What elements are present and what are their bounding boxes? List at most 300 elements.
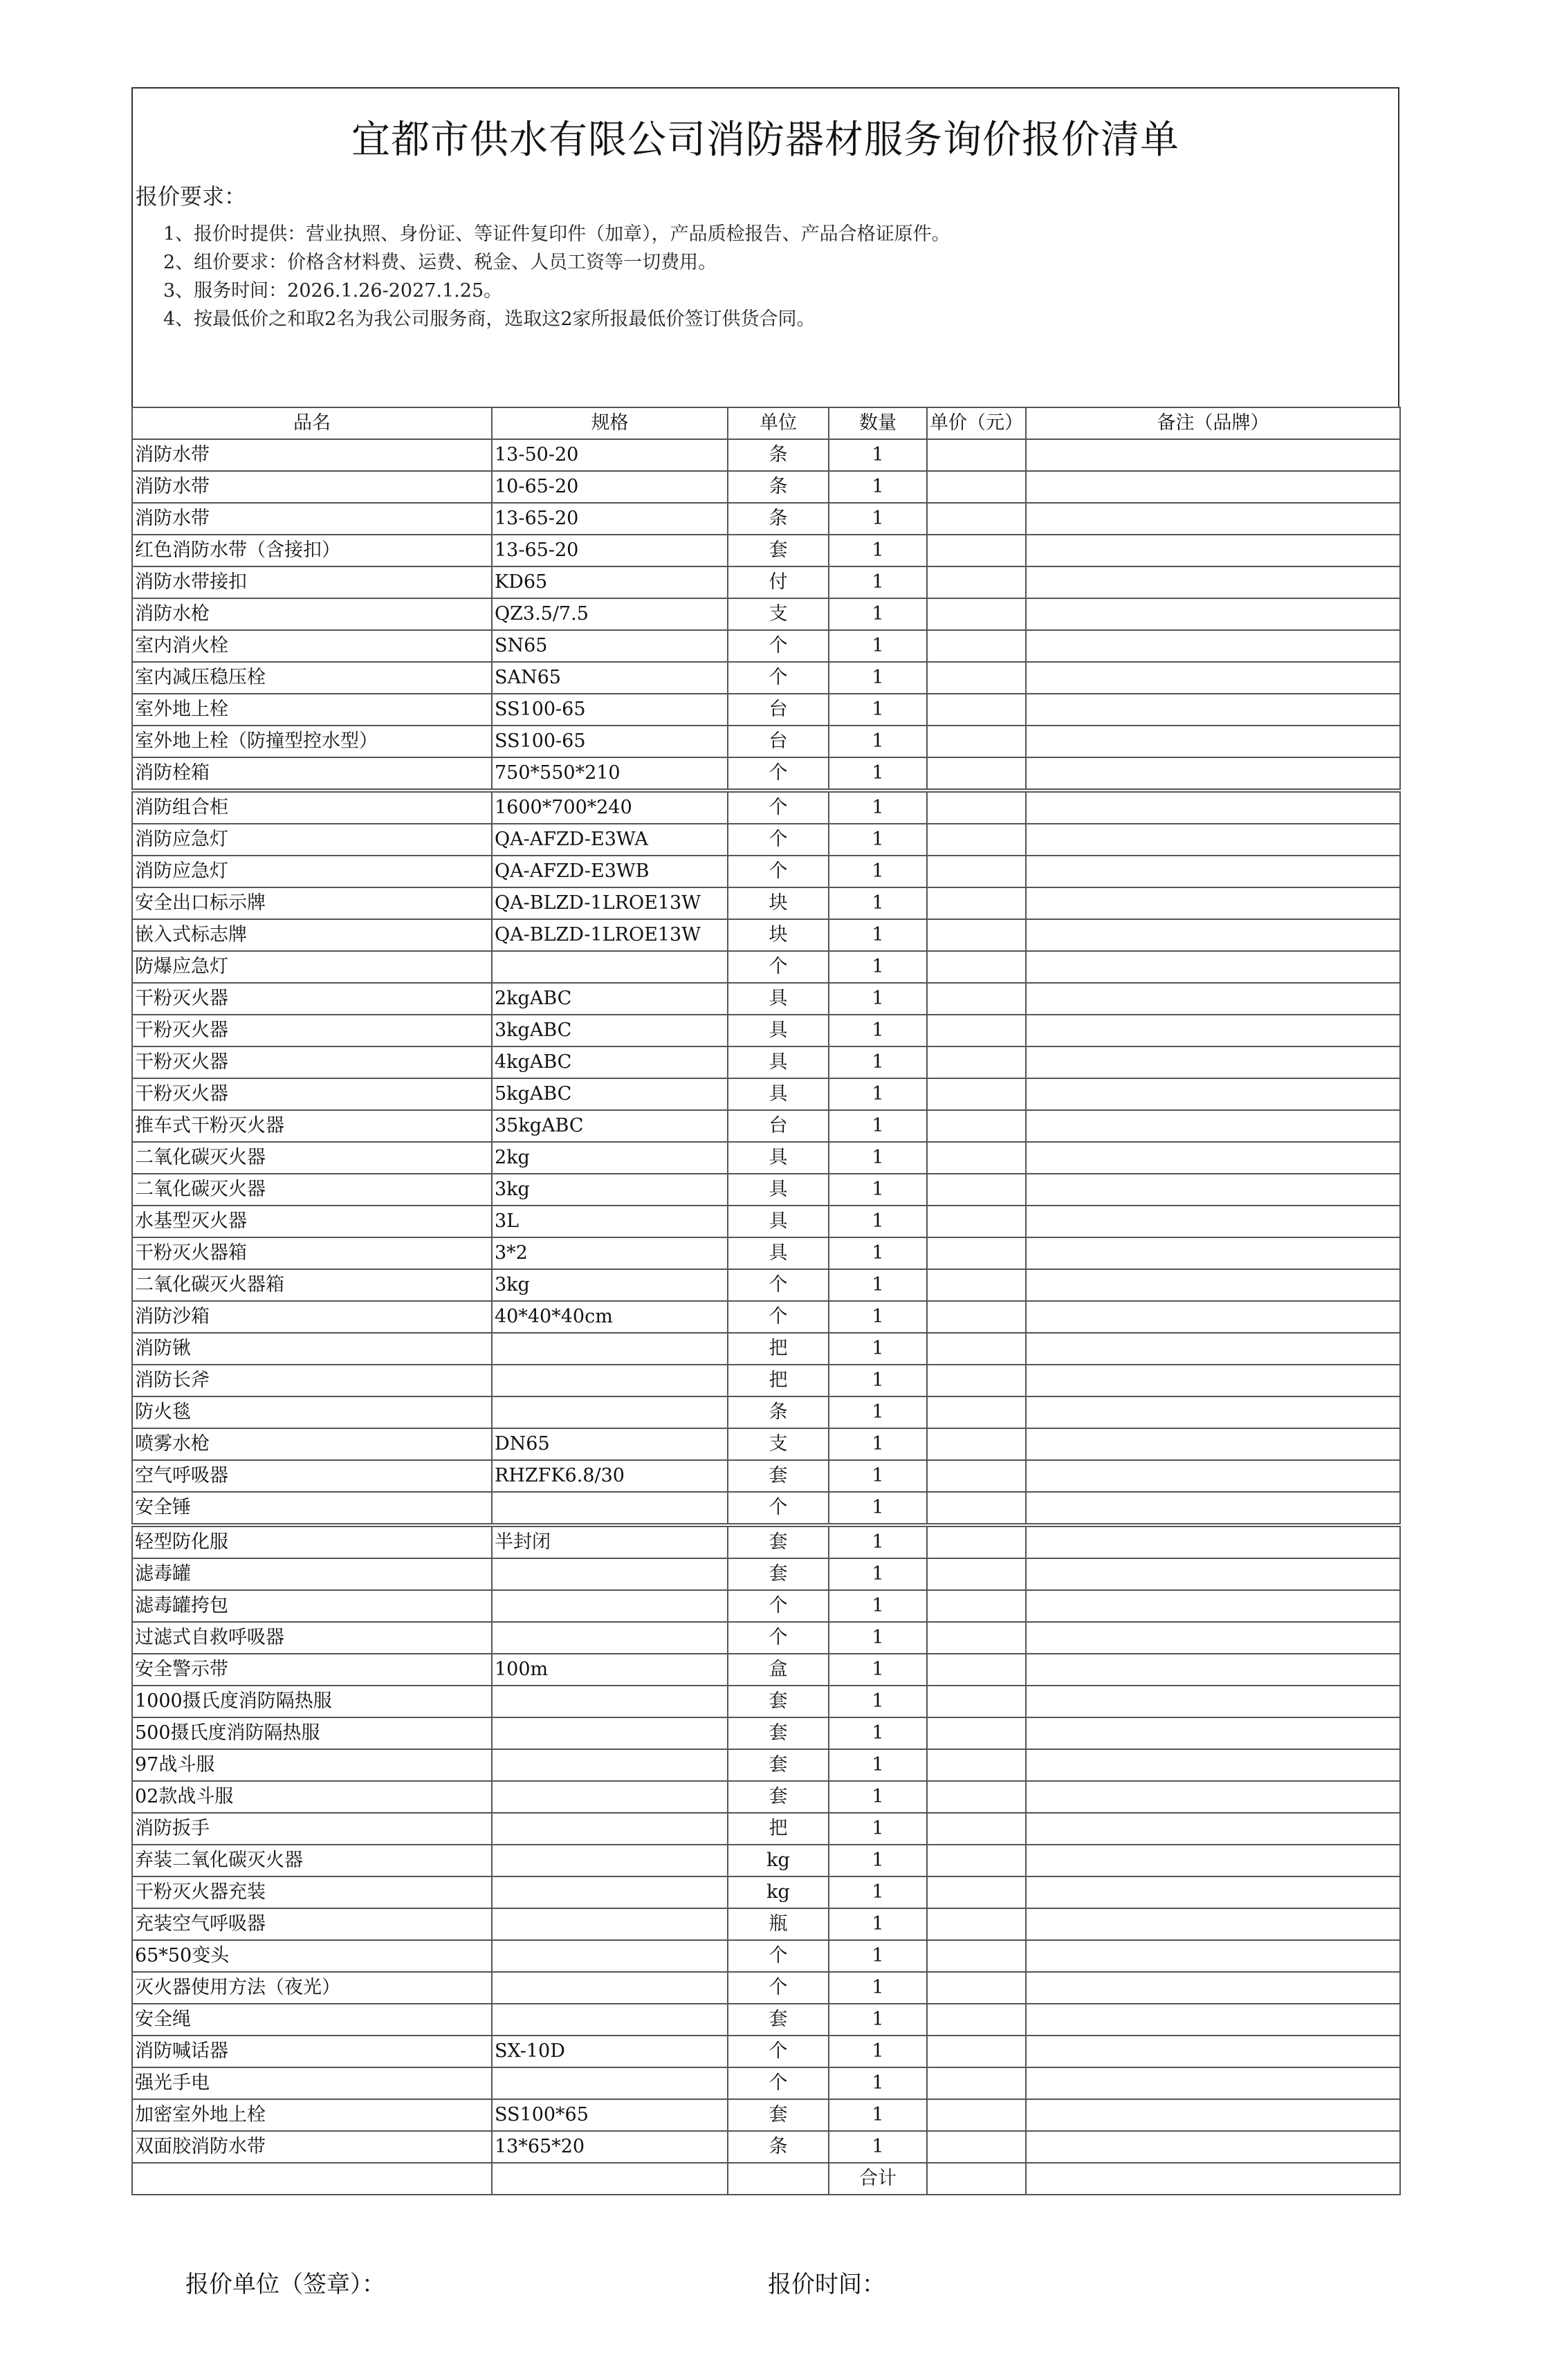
cell-qty: 1 bbox=[829, 2131, 927, 2163]
cell-qty: 1 bbox=[829, 1908, 927, 1940]
cell-spec bbox=[492, 1365, 728, 1396]
cell-spec bbox=[492, 1781, 728, 1813]
cell-price[interactable] bbox=[927, 1908, 1026, 1940]
total-row bbox=[132, 2163, 1400, 2195]
cell-price[interactable] bbox=[927, 535, 1026, 566]
cell-price[interactable] bbox=[927, 919, 1026, 951]
cell-qty: 1 bbox=[829, 2099, 927, 2131]
cell-note[interactable] bbox=[1026, 1174, 1400, 1206]
requirement-item: 2、组价要求：价格含材料费、运费、税金、人员工资等一切费用。 bbox=[163, 252, 717, 273]
cell-note[interactable] bbox=[1026, 1206, 1400, 1237]
cell-note[interactable] bbox=[1026, 535, 1400, 566]
table-row bbox=[132, 1686, 1400, 1717]
table-row bbox=[132, 1396, 1400, 1428]
cell-unit: 具 bbox=[728, 1046, 829, 1078]
cell-unit: 条 bbox=[728, 503, 829, 535]
quotation-table bbox=[131, 407, 1401, 2195]
cell-price[interactable] bbox=[927, 1110, 1026, 1142]
cell-price[interactable] bbox=[927, 1301, 1026, 1333]
cell-note[interactable] bbox=[1026, 1876, 1400, 1908]
cell-name: 干粉灭火器充装 bbox=[132, 1876, 492, 1908]
cell-spec bbox=[492, 1845, 728, 1876]
cell-name: 防火毯 bbox=[132, 1396, 492, 1428]
cell-qty: 1 bbox=[829, 1174, 927, 1206]
cell-spec: 4kgABC bbox=[492, 1046, 728, 1078]
cell-note[interactable] bbox=[1026, 2067, 1400, 2099]
cell-unit: 个 bbox=[728, 2036, 829, 2067]
cell-price[interactable] bbox=[927, 1654, 1026, 1686]
table-row bbox=[132, 1654, 1400, 1686]
cell-name: 红色消防水带（含接扣） bbox=[132, 535, 492, 566]
cell-price[interactable] bbox=[927, 983, 1026, 1015]
cell-spec: 100m bbox=[492, 1654, 728, 1686]
cell-unit: 把 bbox=[728, 1813, 829, 1845]
table-row bbox=[132, 1908, 1400, 1940]
cell-spec bbox=[492, 1333, 728, 1365]
cell-note[interactable] bbox=[1026, 1269, 1400, 1301]
table-row bbox=[132, 1845, 1400, 1876]
cell-note[interactable] bbox=[1026, 439, 1400, 471]
cell-price[interactable] bbox=[927, 2067, 1026, 2099]
table-row bbox=[132, 1781, 1400, 1813]
cell-qty: 1 bbox=[829, 2036, 927, 2067]
cell-name: 02款战斗服 bbox=[132, 1781, 492, 1813]
cell-price[interactable] bbox=[927, 1460, 1026, 1492]
cell-unit: 个 bbox=[728, 630, 829, 662]
cell-name: 滤毒罐挎包 bbox=[132, 1590, 492, 1622]
cell-spec bbox=[492, 1972, 728, 2004]
cell-note[interactable] bbox=[1026, 856, 1400, 887]
cell-note[interactable] bbox=[1026, 951, 1400, 983]
cell-note[interactable] bbox=[1026, 1333, 1400, 1365]
cell-price[interactable] bbox=[927, 1525, 1026, 1558]
table-row bbox=[132, 1428, 1400, 1460]
cell-name: 嵌入式标志牌 bbox=[132, 919, 492, 951]
cell-note[interactable] bbox=[1026, 2099, 1400, 2131]
cell-qty: 1 bbox=[829, 694, 927, 726]
table-row bbox=[132, 566, 1400, 598]
cell-qty: 1 bbox=[829, 1333, 927, 1365]
cell-spec bbox=[492, 1749, 728, 1781]
cell-unit: 套 bbox=[728, 1749, 829, 1781]
cell-unit: 具 bbox=[728, 1174, 829, 1206]
table-row bbox=[132, 503, 1400, 535]
cell-note[interactable] bbox=[1026, 1492, 1400, 1525]
cell-name: 消防应急灯 bbox=[132, 856, 492, 887]
cell-price[interactable] bbox=[927, 1781, 1026, 1813]
cell-note[interactable] bbox=[1026, 1940, 1400, 1972]
cell-spec bbox=[492, 1558, 728, 1590]
table-row bbox=[132, 1590, 1400, 1622]
cell-unit: 个 bbox=[728, 1622, 829, 1654]
cell-spec: 半封闭 bbox=[492, 1525, 728, 1558]
cell-spec: 35kgABC bbox=[492, 1110, 728, 1142]
table-row bbox=[132, 1110, 1400, 1142]
cell-price[interactable] bbox=[927, 1558, 1026, 1590]
cell-note[interactable] bbox=[1026, 791, 1400, 824]
cell-qty: 1 bbox=[829, 1622, 927, 1654]
cell-price[interactable] bbox=[927, 1686, 1026, 1717]
cell-qty: 1 bbox=[829, 1492, 927, 1525]
cell-price[interactable] bbox=[927, 887, 1026, 919]
cell-spec bbox=[492, 2004, 728, 2036]
cell-name: 灭火器使用方法（夜光） bbox=[132, 1972, 492, 2004]
table-row bbox=[132, 439, 1400, 471]
cell-price[interactable] bbox=[927, 1428, 1026, 1460]
cell-qty: 1 bbox=[829, 887, 927, 919]
table-row bbox=[132, 2067, 1400, 2099]
cell-qty: 1 bbox=[829, 662, 927, 694]
cell-price[interactable] bbox=[927, 662, 1026, 694]
table-row bbox=[132, 983, 1400, 1015]
cell-price[interactable] bbox=[927, 951, 1026, 983]
quoter-label: 报价单位（签章）： bbox=[185, 2271, 385, 2298]
cell-price[interactable] bbox=[927, 791, 1026, 824]
cell-note[interactable] bbox=[1026, 1908, 1400, 1940]
requirement-item: 4、按最低价之和取2名为我公司服务商，选取这2家所报最低价签订供货合同。 bbox=[163, 308, 816, 330]
cell-spec: QZ3.5/7.5 bbox=[492, 598, 728, 630]
cell-note[interactable] bbox=[1026, 471, 1400, 503]
table-row bbox=[132, 1525, 1400, 1558]
table-row bbox=[132, 1365, 1400, 1396]
total-label: 合计 bbox=[829, 2163, 927, 2195]
cell-note[interactable] bbox=[1026, 726, 1400, 757]
cell-name: 消防长斧 bbox=[132, 1365, 492, 1396]
page-title: 宜都市供水有限公司消防器材服务询价报价清单 bbox=[351, 118, 1179, 163]
table-row bbox=[132, 535, 1400, 566]
table-row bbox=[132, 1460, 1400, 1492]
cell-price[interactable] bbox=[927, 1269, 1026, 1301]
cell-note[interactable] bbox=[1026, 1460, 1400, 1492]
cell-qty: 1 bbox=[829, 1876, 927, 1908]
cell-unit: 个 bbox=[728, 1940, 829, 1972]
requirements-heading: 报价要求： bbox=[136, 183, 247, 210]
cell-spec: 13-65-20 bbox=[492, 503, 728, 535]
cell-qty: 1 bbox=[829, 1940, 927, 1972]
table-row bbox=[132, 2004, 1400, 2036]
cell-price[interactable] bbox=[927, 1396, 1026, 1428]
cell-note[interactable] bbox=[1026, 630, 1400, 662]
cell-unit: 具 bbox=[728, 1015, 829, 1046]
cell-note[interactable] bbox=[1026, 1590, 1400, 1622]
total-note-cell bbox=[1026, 2163, 1400, 2195]
cell-spec: QA-BLZD-1LROE13W bbox=[492, 919, 728, 951]
cell-qty: 1 bbox=[829, 1558, 927, 1590]
cell-qty: 1 bbox=[829, 566, 927, 598]
cell-name: 干粉灭火器箱 bbox=[132, 1237, 492, 1269]
total-empty-cell bbox=[132, 2163, 492, 2195]
cell-unit: 套 bbox=[728, 1460, 829, 1492]
cell-price[interactable] bbox=[927, 1015, 1026, 1046]
cell-unit: 个 bbox=[728, 1269, 829, 1301]
cell-name: 二氧化碳灭火器 bbox=[132, 1174, 492, 1206]
cell-spec: 3*2 bbox=[492, 1237, 728, 1269]
cell-price[interactable] bbox=[927, 2099, 1026, 2131]
cell-qty: 1 bbox=[829, 1078, 927, 1110]
table-row bbox=[132, 1749, 1400, 1781]
cell-spec: SS100*65 bbox=[492, 2099, 728, 2131]
cell-note[interactable] bbox=[1026, 824, 1400, 856]
cell-price[interactable] bbox=[927, 1813, 1026, 1845]
cell-price[interactable] bbox=[927, 1845, 1026, 1876]
cell-name: 室外地上栓（防撞型控水型） bbox=[132, 726, 492, 757]
cell-note[interactable] bbox=[1026, 887, 1400, 919]
cell-spec bbox=[492, 1813, 728, 1845]
cell-qty: 1 bbox=[829, 824, 927, 856]
cell-note[interactable] bbox=[1026, 1686, 1400, 1717]
cell-unit: 套 bbox=[728, 2004, 829, 2036]
cell-note[interactable] bbox=[1026, 1301, 1400, 1333]
cell-spec: 3kg bbox=[492, 1174, 728, 1206]
cell-spec: 5kgABC bbox=[492, 1078, 728, 1110]
cell-price[interactable] bbox=[927, 694, 1026, 726]
cell-name: 双面胶消防水带 bbox=[132, 2131, 492, 2163]
cell-price[interactable] bbox=[927, 1940, 1026, 1972]
cell-note[interactable] bbox=[1026, 694, 1400, 726]
cell-note[interactable] bbox=[1026, 2036, 1400, 2067]
cell-unit: 具 bbox=[728, 983, 829, 1015]
cell-note[interactable] bbox=[1026, 1237, 1400, 1269]
cell-note[interactable] bbox=[1026, 566, 1400, 598]
cell-name: 干粉灭火器 bbox=[132, 1078, 492, 1110]
cell-spec bbox=[492, 1940, 728, 1972]
cell-price[interactable] bbox=[927, 1333, 1026, 1365]
cell-note[interactable] bbox=[1026, 1365, 1400, 1396]
cell-qty: 1 bbox=[829, 2004, 927, 2036]
table-row bbox=[132, 630, 1400, 662]
cell-price[interactable] bbox=[927, 598, 1026, 630]
cell-note[interactable] bbox=[1026, 757, 1400, 791]
cell-name: 消防水带 bbox=[132, 471, 492, 503]
cell-price[interactable] bbox=[927, 1590, 1026, 1622]
cell-price[interactable] bbox=[927, 1206, 1026, 1237]
cell-note[interactable] bbox=[1026, 1749, 1400, 1781]
table-row bbox=[132, 2099, 1400, 2131]
table-row bbox=[132, 1237, 1400, 1269]
cell-price[interactable] bbox=[927, 2004, 1026, 2036]
table-row bbox=[132, 1972, 1400, 2004]
cell-name: 消防水带 bbox=[132, 439, 492, 471]
cell-qty: 1 bbox=[829, 1460, 927, 1492]
cell-unit: 个 bbox=[728, 662, 829, 694]
cell-unit: 条 bbox=[728, 439, 829, 471]
cell-qty: 1 bbox=[829, 471, 927, 503]
cell-price[interactable] bbox=[927, 726, 1026, 757]
table-row bbox=[132, 856, 1400, 887]
table-row bbox=[132, 1142, 1400, 1174]
cell-spec: SAN65 bbox=[492, 662, 728, 694]
cell-price[interactable] bbox=[927, 503, 1026, 535]
cell-unit: 具 bbox=[728, 1078, 829, 1110]
cell-note[interactable] bbox=[1026, 1142, 1400, 1174]
cell-price[interactable] bbox=[927, 757, 1026, 791]
cell-note[interactable] bbox=[1026, 662, 1400, 694]
cell-name: 消防水带 bbox=[132, 503, 492, 535]
header-qty: 数量 bbox=[829, 407, 927, 439]
cell-note[interactable] bbox=[1026, 1654, 1400, 1686]
cell-price[interactable] bbox=[927, 1492, 1026, 1525]
table-row bbox=[132, 1269, 1400, 1301]
cell-qty: 1 bbox=[829, 1301, 927, 1333]
cell-name: 消防组合柜 bbox=[132, 791, 492, 824]
cell-name: 安全绳 bbox=[132, 2004, 492, 2036]
header-spec: 规格 bbox=[492, 407, 728, 439]
cell-note[interactable] bbox=[1026, 1046, 1400, 1078]
cell-price[interactable] bbox=[927, 2036, 1026, 2067]
cell-unit: kg bbox=[728, 1845, 829, 1876]
requirements-list bbox=[163, 220, 950, 333]
cell-spec bbox=[492, 1492, 728, 1525]
cell-unit: 台 bbox=[728, 726, 829, 757]
cell-unit: 条 bbox=[728, 471, 829, 503]
cell-name: 防爆应急灯 bbox=[132, 951, 492, 983]
cell-price[interactable] bbox=[927, 856, 1026, 887]
cell-price[interactable] bbox=[927, 1717, 1026, 1749]
cell-price[interactable] bbox=[927, 1749, 1026, 1781]
cell-price[interactable] bbox=[927, 1142, 1026, 1174]
cell-unit: 个 bbox=[728, 757, 829, 791]
table-row bbox=[132, 1622, 1400, 1654]
table-row bbox=[132, 1046, 1400, 1078]
table-row bbox=[132, 1876, 1400, 1908]
cell-note[interactable] bbox=[1026, 1845, 1400, 1876]
cell-price[interactable] bbox=[927, 1365, 1026, 1396]
cell-price[interactable] bbox=[927, 566, 1026, 598]
cell-note[interactable] bbox=[1026, 919, 1400, 951]
cell-unit: 个 bbox=[728, 856, 829, 887]
cell-note[interactable] bbox=[1026, 1110, 1400, 1142]
cell-price[interactable] bbox=[927, 471, 1026, 503]
cell-note[interactable] bbox=[1026, 2131, 1400, 2163]
cell-spec: 3L bbox=[492, 1206, 728, 1237]
table-row bbox=[132, 1492, 1400, 1525]
cell-note[interactable] bbox=[1026, 1015, 1400, 1046]
cell-price[interactable] bbox=[927, 1622, 1026, 1654]
cell-unit: 条 bbox=[728, 1396, 829, 1428]
cell-name: 安全警示带 bbox=[132, 1654, 492, 1686]
cell-price[interactable] bbox=[927, 2131, 1026, 2163]
cell-price[interactable] bbox=[927, 1174, 1026, 1206]
cell-qty: 1 bbox=[829, 1845, 927, 1876]
cell-spec bbox=[492, 1717, 728, 1749]
cell-qty: 1 bbox=[829, 1237, 927, 1269]
total-price-cell[interactable] bbox=[927, 2163, 1026, 2195]
cell-note[interactable] bbox=[1026, 983, 1400, 1015]
cell-spec: RHZFK6.8/30 bbox=[492, 1460, 728, 1492]
cell-unit: 把 bbox=[728, 1333, 829, 1365]
cell-price[interactable] bbox=[927, 1078, 1026, 1110]
table-row bbox=[132, 1206, 1400, 1237]
cell-note[interactable] bbox=[1026, 2004, 1400, 2036]
cell-name: 推车式干粉灭火器 bbox=[132, 1110, 492, 1142]
cell-unit: 支 bbox=[728, 1428, 829, 1460]
cell-unit: 个 bbox=[728, 1590, 829, 1622]
cell-note[interactable] bbox=[1026, 1972, 1400, 2004]
cell-name: 过滤式自救呼吸器 bbox=[132, 1622, 492, 1654]
cell-spec bbox=[492, 1622, 728, 1654]
table-row bbox=[132, 2131, 1400, 2163]
cell-qty: 1 bbox=[829, 503, 927, 535]
cell-note[interactable] bbox=[1026, 598, 1400, 630]
table-row bbox=[132, 662, 1400, 694]
cell-price[interactable] bbox=[927, 824, 1026, 856]
cell-price[interactable] bbox=[927, 630, 1026, 662]
cell-name: 1000摄氏度消防隔热服 bbox=[132, 1686, 492, 1717]
cell-name: 干粉灭火器 bbox=[132, 1015, 492, 1046]
cell-price[interactable] bbox=[927, 439, 1026, 471]
cell-note[interactable] bbox=[1026, 1396, 1400, 1428]
table-row bbox=[132, 791, 1400, 824]
cell-unit: 条 bbox=[728, 2131, 829, 2163]
cell-spec: 13-50-20 bbox=[492, 439, 728, 471]
requirement-item: 1、报价时提供：营业执照、身份证、等证件复印件（加章），产品质检报告、产品合格证原件。 bbox=[163, 223, 950, 245]
cell-name: 充装空气呼吸器 bbox=[132, 1908, 492, 1940]
cell-note[interactable] bbox=[1026, 1558, 1400, 1590]
cell-qty: 1 bbox=[829, 1749, 927, 1781]
cell-unit: 个 bbox=[728, 1301, 829, 1333]
cell-spec: 3kg bbox=[492, 1269, 728, 1301]
cell-price[interactable] bbox=[927, 1046, 1026, 1078]
cell-qty: 1 bbox=[829, 1046, 927, 1078]
table-row bbox=[132, 1717, 1400, 1749]
table-row bbox=[132, 1813, 1400, 1845]
cell-unit: 具 bbox=[728, 1142, 829, 1174]
cell-note[interactable] bbox=[1026, 503, 1400, 535]
cell-price[interactable] bbox=[927, 1876, 1026, 1908]
cell-spec: 10-65-20 bbox=[492, 471, 728, 503]
cell-unit: 个 bbox=[728, 951, 829, 983]
cell-spec: 40*40*40cm bbox=[492, 1301, 728, 1333]
cell-note[interactable] bbox=[1026, 1813, 1400, 1845]
cell-name: 97战斗服 bbox=[132, 1749, 492, 1781]
cell-note[interactable] bbox=[1026, 1078, 1400, 1110]
header-unit: 单位 bbox=[728, 407, 829, 439]
cell-spec: QA-AFZD-E3WB bbox=[492, 856, 728, 887]
table-row bbox=[132, 757, 1400, 791]
header-name: 品名 bbox=[132, 407, 492, 439]
cell-name: 加密室外地上栓 bbox=[132, 2099, 492, 2131]
cell-name: 消防沙箱 bbox=[132, 1301, 492, 1333]
cell-unit: 个 bbox=[728, 1492, 829, 1525]
cell-qty: 1 bbox=[829, 1142, 927, 1174]
cell-spec: 1600*700*240 bbox=[492, 791, 728, 824]
table-row bbox=[132, 1558, 1400, 1590]
cell-note[interactable] bbox=[1026, 1428, 1400, 1460]
cell-name: 干粉灭火器 bbox=[132, 1046, 492, 1078]
cell-spec: 2kg bbox=[492, 1142, 728, 1174]
cell-spec: SX-10D bbox=[492, 2036, 728, 2067]
cell-note[interactable] bbox=[1026, 1622, 1400, 1654]
cell-name: 轻型防化服 bbox=[132, 1525, 492, 1558]
cell-price[interactable] bbox=[927, 1972, 1026, 2004]
cell-qty: 1 bbox=[829, 1654, 927, 1686]
cell-unit: 个 bbox=[728, 791, 829, 824]
cell-unit: 台 bbox=[728, 694, 829, 726]
cell-name: 消防扳手 bbox=[132, 1813, 492, 1845]
cell-spec: KD65 bbox=[492, 566, 728, 598]
cell-note[interactable] bbox=[1026, 1525, 1400, 1558]
cell-unit: kg bbox=[728, 1876, 829, 1908]
cell-note[interactable] bbox=[1026, 1717, 1400, 1749]
cell-unit: 具 bbox=[728, 1206, 829, 1237]
table-row bbox=[132, 1333, 1400, 1365]
cell-price[interactable] bbox=[927, 1237, 1026, 1269]
cell-note[interactable] bbox=[1026, 1781, 1400, 1813]
cell-name: 滤毒罐 bbox=[132, 1558, 492, 1590]
cell-unit: 套 bbox=[728, 1686, 829, 1717]
cell-unit: 个 bbox=[728, 1972, 829, 2004]
cell-qty: 1 bbox=[829, 1269, 927, 1301]
